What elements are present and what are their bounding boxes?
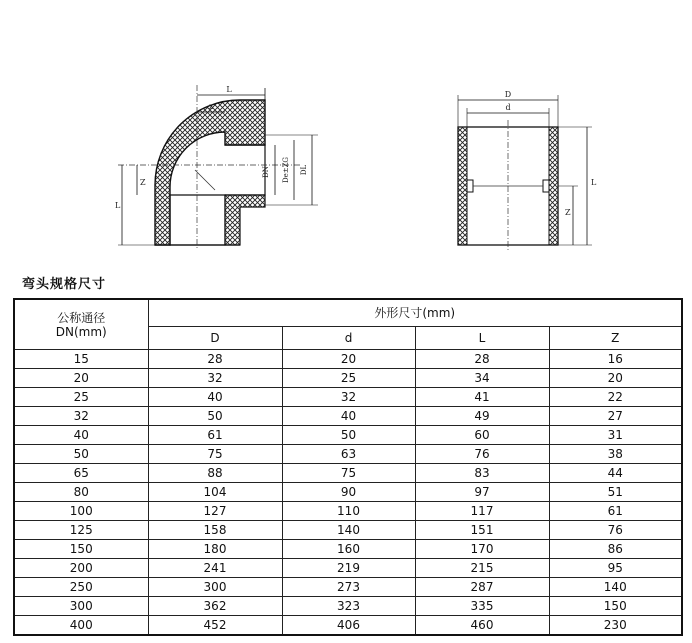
cell-dn: 300 xyxy=(14,597,148,616)
socket-drawing xyxy=(458,90,597,250)
elbow-drawing xyxy=(115,85,318,250)
cell-d: 32 xyxy=(282,388,415,407)
header-dimensions-group: 外形尺寸(mm) xyxy=(148,299,682,327)
cell-D: 32 xyxy=(148,369,282,388)
header-dn-line1: 公称通径 xyxy=(57,310,106,325)
cell-dn: 400 xyxy=(14,616,148,636)
cell-dn: 15 xyxy=(14,350,148,369)
cell-d: 75 xyxy=(282,464,415,483)
cell-d: 63 xyxy=(282,445,415,464)
cell-D: 300 xyxy=(148,578,282,597)
table-row xyxy=(14,426,682,445)
cell-L: 215 xyxy=(415,559,549,578)
header-col-L: L xyxy=(415,327,549,350)
cell-Z: 38 xyxy=(549,445,682,464)
table-row xyxy=(14,369,682,388)
cell-Z: 86 xyxy=(549,540,682,559)
cell-L: 97 xyxy=(415,483,549,502)
table-row xyxy=(14,350,682,369)
cell-Z: 20 xyxy=(549,369,682,388)
cell-d: 50 xyxy=(282,426,415,445)
technical-drawings xyxy=(0,0,692,270)
cell-L: 335 xyxy=(415,597,549,616)
cell-D: 28 xyxy=(148,350,282,369)
cell-D: 362 xyxy=(148,597,282,616)
cell-L: 287 xyxy=(415,578,549,597)
cell-dn: 100 xyxy=(14,502,148,521)
cell-dn: 50 xyxy=(14,445,148,464)
cell-d: 273 xyxy=(282,578,415,597)
table-row xyxy=(14,540,682,559)
cell-L: 34 xyxy=(415,369,549,388)
cell-Z: 150 xyxy=(549,597,682,616)
cell-D: 61 xyxy=(148,426,282,445)
dim-label-DeZG: De±ZG xyxy=(282,156,290,184)
cell-dn: 40 xyxy=(14,426,148,445)
cell-Z: 31 xyxy=(549,426,682,445)
cell-D: 180 xyxy=(148,540,282,559)
cell-d: 40 xyxy=(282,407,415,426)
cell-d: 20 xyxy=(282,350,415,369)
cell-dn: 250 xyxy=(14,578,148,597)
table-row xyxy=(14,464,682,483)
cell-Z: 27 xyxy=(549,407,682,426)
cell-L: 151 xyxy=(415,521,549,540)
cell-Z: 44 xyxy=(549,464,682,483)
cell-D: 452 xyxy=(148,616,282,636)
table-row xyxy=(14,407,682,426)
table-row xyxy=(14,502,682,521)
header-col-d: d xyxy=(282,327,415,350)
cell-L: 28 xyxy=(415,350,549,369)
table-row xyxy=(14,483,682,502)
dim-label-Z-side: Z xyxy=(140,178,146,187)
cell-L: 76 xyxy=(415,445,549,464)
cell-dn: 32 xyxy=(14,407,148,426)
cell-Z: 51 xyxy=(549,483,682,502)
table-row xyxy=(14,578,682,597)
cell-d: 110 xyxy=(282,502,415,521)
cell-D: 158 xyxy=(148,521,282,540)
cell-d: 25 xyxy=(282,369,415,388)
table-row xyxy=(14,597,682,616)
cell-D: 75 xyxy=(148,445,282,464)
dim-label-L-side: L xyxy=(115,201,121,210)
cell-L: 60 xyxy=(415,426,549,445)
cell-Z: 140 xyxy=(549,578,682,597)
header-nominal-diameter xyxy=(14,299,148,350)
cell-Z: 95 xyxy=(549,559,682,578)
cell-d: 219 xyxy=(282,559,415,578)
cell-d: 323 xyxy=(282,597,415,616)
cell-dn: 25 xyxy=(14,388,148,407)
header-dn-line2: DN(mm) xyxy=(55,324,107,339)
cell-dn: 125 xyxy=(14,521,148,540)
dim-label-L-top: L xyxy=(226,85,232,94)
cell-L: 49 xyxy=(415,407,549,426)
dim-label-d: d xyxy=(505,103,511,112)
cell-dn: 200 xyxy=(14,559,148,578)
cell-D: 127 xyxy=(148,502,282,521)
cell-D: 40 xyxy=(148,388,282,407)
cell-L: 460 xyxy=(415,616,549,636)
cell-dn: 65 xyxy=(14,464,148,483)
dim-label-D: D xyxy=(504,90,512,99)
cell-D: 88 xyxy=(148,464,282,483)
cell-dn: 20 xyxy=(14,369,148,388)
cell-L: 83 xyxy=(415,464,549,483)
cell-Z: 61 xyxy=(549,502,682,521)
dim-label-DN: DN xyxy=(262,166,270,178)
header-col-Z: Z xyxy=(549,327,682,350)
table-row xyxy=(14,616,682,636)
table-row xyxy=(14,388,682,407)
cell-Z: 76 xyxy=(549,521,682,540)
cell-L: 117 xyxy=(415,502,549,521)
cell-d: 160 xyxy=(282,540,415,559)
cell-d: 90 xyxy=(282,483,415,502)
elbow-spec-table xyxy=(13,298,683,636)
cell-D: 241 xyxy=(148,559,282,578)
table-header-row xyxy=(14,299,682,327)
cell-d: 406 xyxy=(282,616,415,636)
cell-Z: 16 xyxy=(549,350,682,369)
header-col-D: D xyxy=(148,327,282,350)
table-row xyxy=(14,445,682,464)
cell-D: 50 xyxy=(148,407,282,426)
dim-label-Z-socket: Z xyxy=(565,208,571,217)
table-row xyxy=(14,559,682,578)
table-row xyxy=(14,521,682,540)
cell-d: 140 xyxy=(282,521,415,540)
dim-label-L-socket: L xyxy=(591,178,597,187)
cell-dn: 80 xyxy=(14,483,148,502)
cell-dn: 150 xyxy=(14,540,148,559)
cell-L: 170 xyxy=(415,540,549,559)
cell-D: 104 xyxy=(148,483,282,502)
table-body xyxy=(14,350,682,636)
cell-L: 41 xyxy=(415,388,549,407)
dim-label-DL: DL xyxy=(300,164,308,176)
cell-Z: 22 xyxy=(549,388,682,407)
cell-Z: 230 xyxy=(549,616,682,636)
dim-label-z-top: z xyxy=(208,102,214,111)
section-title: 弯头规格尺寸 xyxy=(22,277,107,292)
